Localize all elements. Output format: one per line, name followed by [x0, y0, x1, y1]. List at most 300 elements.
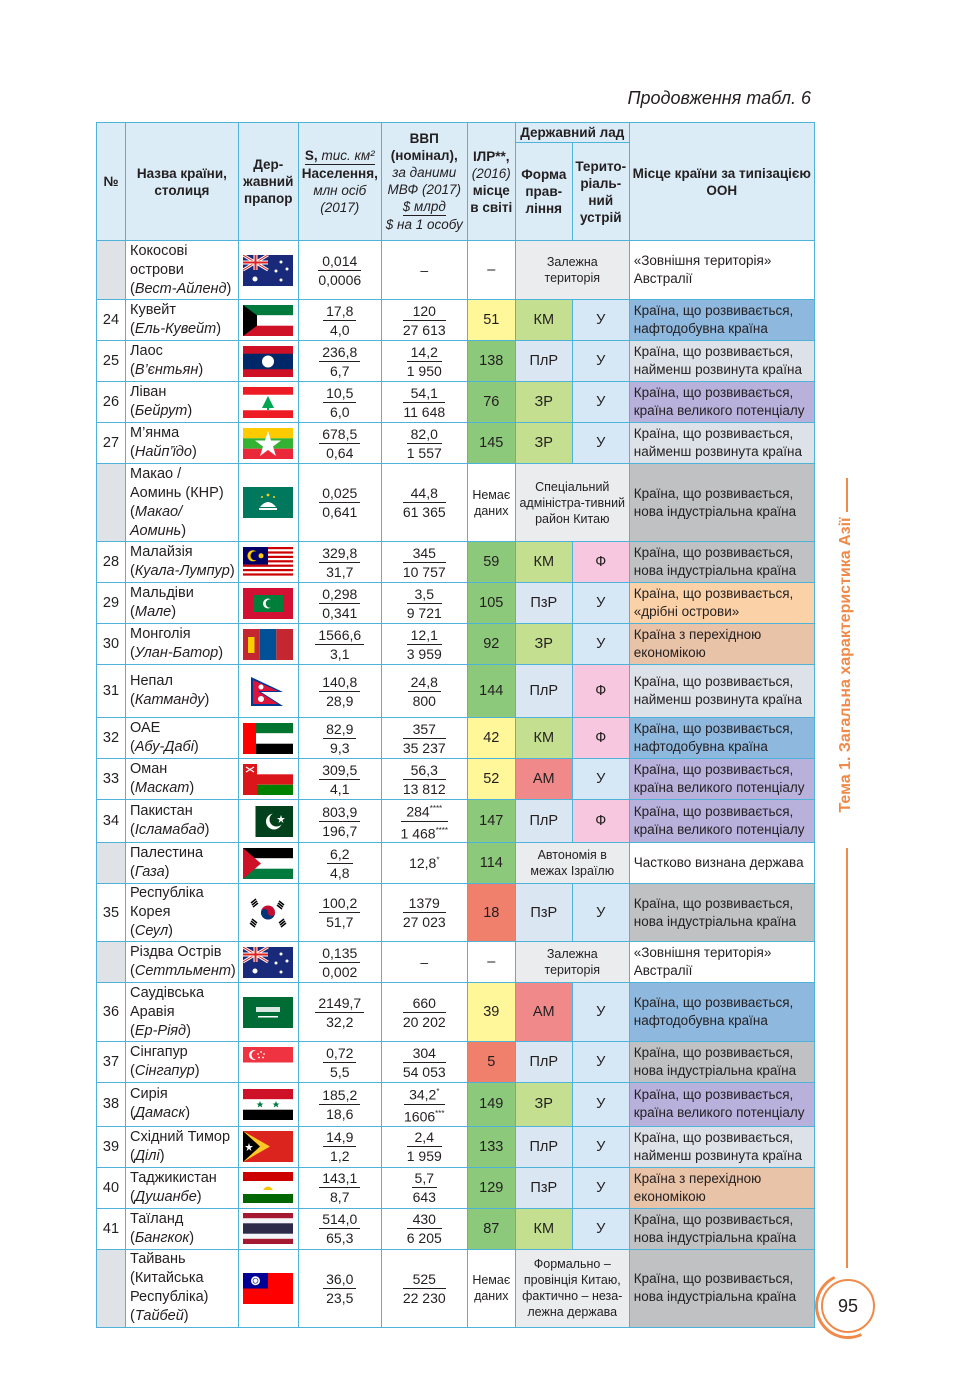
- table-row: [97, 624, 815, 665]
- country-capital: Дамаск: [134, 1105, 186, 1122]
- header-place: Місце країни за типізацією ООН: [629, 123, 814, 241]
- gdp-value: 357: [403, 720, 446, 739]
- cell-un-type: Країна, що розвивається, нова індустріальна країна: [629, 884, 814, 942]
- area-value: 6,2: [327, 845, 352, 864]
- cell-territorial-structure: У: [572, 1042, 629, 1083]
- header-gdp-source: за даними МВФ (2017): [387, 165, 461, 197]
- cell-area-population: [298, 718, 381, 759]
- cell-flag: [238, 300, 298, 341]
- header-pop-year: (2017): [320, 200, 360, 215]
- cell-number: 28: [97, 542, 126, 583]
- cell-area-population: [298, 1249, 381, 1327]
- cell-territorial-structure: У: [572, 1167, 629, 1208]
- area-value: 0,014: [318, 252, 361, 271]
- cell-number: 37: [97, 1042, 126, 1083]
- gdp-value: 304: [403, 1044, 446, 1063]
- country-capital: Вест-Айленд: [134, 280, 227, 297]
- cell-territorial-structure: У: [572, 1083, 629, 1126]
- cell-flag: [238, 800, 298, 843]
- flag-kuwait-icon: [243, 305, 293, 336]
- cell-number: 33: [97, 759, 126, 800]
- cell-flag: [238, 1042, 298, 1083]
- cell-government-form: ЗР: [515, 624, 572, 665]
- population-value: 4,1: [330, 780, 350, 797]
- cell-country: Республіка Корея (Сеул): [126, 884, 239, 942]
- cell-un-type: Країна, що розвивається, нова індустріальна країна: [629, 464, 814, 542]
- country-capital: Ділі: [134, 1147, 160, 1164]
- cell-un-type: Країна з перехідною економікою: [629, 1167, 814, 1208]
- gdp-value: 525: [403, 1270, 446, 1289]
- table-row: [97, 341, 815, 382]
- cell-area-population: [298, 464, 381, 542]
- cell-un-type: Частково визнана держава: [629, 843, 814, 884]
- cell-territorial-structure: У: [572, 341, 629, 382]
- cell-country: М’янма (Найп’їдо): [126, 423, 239, 464]
- gdp-per-capita-value: 1 950: [406, 362, 442, 379]
- population-value: 6,0: [330, 403, 350, 420]
- country-name: Малайзія: [130, 544, 193, 560]
- cell-hdi: –: [467, 942, 515, 983]
- cell-gdp: [381, 382, 467, 423]
- cell-un-type: Країна, що розвивається, нова індустріальна країна: [629, 1208, 814, 1249]
- cell-flag: [238, 942, 298, 983]
- cell-number: 38: [97, 1083, 126, 1126]
- cell-flag: [238, 542, 298, 583]
- table-row: [97, 423, 815, 464]
- population-value: 5,5: [330, 1063, 350, 1080]
- country-name: Ліван: [130, 384, 167, 400]
- cell-hdi: 138: [467, 341, 515, 382]
- area-value: 329,8: [319, 544, 360, 563]
- population-value: 0,341: [322, 604, 358, 621]
- cell-un-type: Країна, що розвивається, найменш розвинута країна: [629, 423, 814, 464]
- cell-number: [97, 464, 126, 542]
- cell-government-form: ЗР: [515, 382, 572, 423]
- flag-taiwan-icon: [243, 1273, 293, 1304]
- gdp-value: 660: [403, 994, 446, 1013]
- country-name: Непал: [130, 673, 173, 689]
- area-value: 236,8: [319, 343, 360, 362]
- population-value: 1,2: [330, 1148, 350, 1165]
- cell-number: 32: [97, 718, 126, 759]
- cell-un-type: Країна, що розвивається, країна великого потенціалу: [629, 1083, 814, 1126]
- gdp-per-capita-value: 1 959: [406, 1148, 442, 1165]
- cell-hdi: 145: [467, 423, 515, 464]
- cell-territorial-structure: У: [572, 423, 629, 464]
- cell-government-form: АМ: [515, 983, 572, 1042]
- cell-government-form: КМ: [515, 1208, 572, 1249]
- cell-country: Лаос (В’єнтьян): [126, 341, 239, 382]
- country-capital: Сеул: [134, 923, 169, 940]
- table-row: [97, 983, 815, 1042]
- flag-australia-icon: [243, 255, 293, 286]
- gdp-per-capita-value: 54 053: [402, 1063, 446, 1080]
- cell-flag: [238, 583, 298, 624]
- flag-australia-icon: [243, 947, 293, 978]
- area-value: 0,025: [319, 484, 360, 503]
- cell-flag: [238, 382, 298, 423]
- country-name: Таджикистан: [130, 1169, 217, 1186]
- gdp-value: 12,8*: [409, 855, 440, 872]
- cell-state-status: Автономія в межах Ізраїлю: [515, 843, 629, 884]
- cell-territorial-structure: У: [572, 983, 629, 1042]
- header-area-unit: тис. км²: [321, 148, 375, 163]
- population-value: 51,7: [326, 914, 354, 931]
- cell-flag: [238, 1167, 298, 1208]
- flag-thailand-icon: [243, 1213, 293, 1244]
- country-name: Кокосові острови: [130, 242, 188, 278]
- cell-hdi: 147: [467, 800, 515, 843]
- cell-un-type: «Зовнішня територія» Австралії: [629, 942, 814, 983]
- cell-gdp: [381, 1042, 467, 1083]
- gdp-value: –: [420, 954, 429, 971]
- cell-hdi: 149: [467, 1083, 515, 1126]
- cell-hdi: 42: [467, 718, 515, 759]
- country-capital: Мале: [134, 604, 172, 620]
- cell-state-status: Залежна територія: [515, 241, 629, 300]
- cell-gdp: [381, 341, 467, 382]
- side-chapter-title: [826, 517, 866, 813]
- cell-government-form: КМ: [515, 542, 572, 583]
- cell-un-type: «Зовнішня територія» Австралії: [629, 241, 814, 300]
- page-number: 95: [821, 1279, 875, 1333]
- cell-gdp: [381, 718, 467, 759]
- table-row: [97, 942, 815, 983]
- header-hdi-year: (2016): [471, 165, 511, 181]
- country-name: Макао / Аоминь (КНР): [130, 465, 224, 501]
- cell-number: [97, 1249, 126, 1327]
- country-capital: Макао/ Аоминь: [130, 503, 183, 539]
- population-value: 18,6: [326, 1105, 354, 1122]
- cell-area-population: [298, 1208, 381, 1249]
- cell-government-form: ПзР: [515, 884, 572, 942]
- area-value: 0,72: [323, 1044, 356, 1063]
- gdp-per-capita-value: 35 237: [402, 739, 446, 756]
- country-name: ОАЕ: [130, 720, 161, 736]
- country-name: Таїланд: [130, 1210, 184, 1227]
- gdp-value: 56,3: [403, 761, 446, 780]
- table-row: [97, 1208, 815, 1249]
- country-name: Мальдіви: [130, 585, 194, 601]
- cell-country: Оман (Маскат): [126, 759, 239, 800]
- flag-pakistan-icon: [243, 806, 293, 837]
- area-value: 1566,6: [315, 626, 364, 645]
- country-capital: Найп’їдо: [134, 444, 192, 460]
- population-value: 0,002: [322, 963, 358, 980]
- cell-number: 24: [97, 300, 126, 341]
- cell-government-form: ПлР: [515, 341, 572, 382]
- cell-country: Ліван (Бейрут): [126, 382, 239, 423]
- country-capital: Сеттльмент: [134, 963, 231, 980]
- cell-gdp: [381, 1126, 467, 1167]
- cell-area-population: [298, 942, 381, 983]
- cell-territorial-structure: У: [572, 1126, 629, 1167]
- cell-hdi: 144: [467, 665, 515, 718]
- cell-area-population: [298, 241, 381, 300]
- flag-uae-icon: [243, 723, 293, 754]
- cell-flag: [238, 843, 298, 884]
- cell-hdi: 76: [467, 382, 515, 423]
- cell-gdp: [381, 241, 467, 300]
- cell-territorial-structure: Ф: [572, 665, 629, 718]
- gdp-value: 1379: [403, 894, 446, 913]
- country-name: Східний Тимор: [130, 1128, 231, 1145]
- cell-state-status: Залежна територія: [515, 942, 629, 983]
- country-name: Кувейт: [130, 302, 177, 318]
- population-value: 8,7: [330, 1189, 350, 1206]
- country-capital: Газа: [134, 864, 165, 881]
- cell-territorial-structure: У: [572, 300, 629, 341]
- cell-territorial-structure: У: [572, 382, 629, 423]
- cell-country: Таджикистан (Душанбе): [126, 1167, 239, 1208]
- area-value: 14,9: [323, 1128, 356, 1147]
- cell-un-type: Країна, що розвивається, найменш розвинута країна: [629, 341, 814, 382]
- cell-country: Монголія (Улан-Батор): [126, 624, 239, 665]
- table-row: [97, 1249, 815, 1327]
- gdp-value: –: [420, 262, 429, 278]
- gdp-per-capita-value: 61 365: [402, 504, 446, 520]
- header-hdi-title: ІЛР**,: [473, 148, 510, 164]
- cell-gdp: [381, 1083, 467, 1126]
- cell-un-type: Країна, що розвивається, найменш розвинута країна: [629, 1126, 814, 1167]
- cell-area-population: [298, 341, 381, 382]
- table-row: [97, 718, 815, 759]
- cell-gdp: [381, 800, 467, 843]
- population-value: 4,8: [330, 864, 350, 881]
- country-capital: Ер-Ріяд: [134, 1022, 187, 1039]
- cell-gdp: [381, 843, 467, 884]
- gdp-value: 54,1: [403, 384, 445, 403]
- gdp-value: 345: [403, 544, 446, 563]
- cell-hdi: Немає даних: [467, 464, 515, 542]
- cell-flag: [238, 665, 298, 718]
- cell-hdi: 5: [467, 1042, 515, 1083]
- cell-gdp: [381, 583, 467, 624]
- cell-area-population: [298, 583, 381, 624]
- flag-laos-icon: [243, 346, 293, 377]
- cell-flag: [238, 624, 298, 665]
- cell-flag: [238, 341, 298, 382]
- cell-hdi: 92: [467, 624, 515, 665]
- cell-un-type: Країна, що розвивається, країна великого потенціалу: [629, 759, 814, 800]
- cell-territorial-structure: У: [572, 624, 629, 665]
- cell-un-type: Країна з перехідною економікою: [629, 624, 814, 665]
- gdp-per-capita-value: 9 721: [406, 604, 442, 621]
- gdp-per-capita-value: 800: [412, 692, 436, 709]
- area-value: 803,9: [319, 803, 360, 822]
- header-num: №: [97, 123, 126, 241]
- flag-syria-icon: [243, 1089, 293, 1120]
- gdp-value: 44,8: [403, 484, 446, 503]
- cell-country: Кокосові острови (Вест-Айленд): [126, 241, 239, 300]
- side-decor-line-bottom: [846, 848, 848, 1268]
- cell-flag: [238, 1208, 298, 1249]
- area-value: 82,9: [323, 720, 356, 739]
- cell-gdp: [381, 665, 467, 718]
- population-value: 0,0006: [318, 271, 362, 288]
- cell-flag: [238, 464, 298, 542]
- population-value: 4,0: [330, 321, 350, 338]
- cell-un-type: Країна, що розвивається, країна великого потенціалу: [629, 382, 814, 423]
- cell-area-population: [298, 884, 381, 942]
- population-value: 196,7: [322, 822, 358, 839]
- header-gdp-title: ВВП (номінал),: [390, 131, 458, 163]
- table-row: [97, 843, 815, 884]
- cell-area-population: [298, 843, 381, 884]
- cell-un-type: Країна, що розвивається, країна великого потенціалу: [629, 800, 814, 843]
- cell-government-form: ЗР: [515, 1083, 572, 1126]
- countries-table: [96, 122, 815, 1328]
- cell-hdi: 105: [467, 583, 515, 624]
- cell-area-population: [298, 1042, 381, 1083]
- gdp-value: 14,2: [407, 343, 442, 362]
- cell-gdp: [381, 1208, 467, 1249]
- header-state: Державний лад: [515, 123, 629, 143]
- header-flag: Дер-жавний прапор: [238, 123, 298, 241]
- cell-hdi: Немає даних: [467, 1249, 515, 1327]
- country-capital: Сінгапур: [134, 1063, 195, 1080]
- country-capital: В’єнтьян: [134, 362, 199, 378]
- cell-gdp: [381, 542, 467, 583]
- cell-hdi: 133: [467, 1126, 515, 1167]
- cell-flag: [238, 983, 298, 1042]
- cell-area-population: [298, 983, 381, 1042]
- flag-macao-icon: [243, 487, 293, 518]
- cell-number: [97, 942, 126, 983]
- population-value: 9,3: [330, 739, 350, 756]
- cell-hdi: 129: [467, 1167, 515, 1208]
- country-name: Лаос: [130, 343, 163, 359]
- cell-number: 31: [97, 665, 126, 718]
- cell-government-form: ПзР: [515, 1167, 572, 1208]
- country-name: Тайвань (Китайська Республіка): [130, 1251, 209, 1306]
- cell-country: Малайзія (Куала-Лумпур): [126, 542, 239, 583]
- area-value: 2149,7: [315, 994, 364, 1013]
- cell-number: 35: [97, 884, 126, 942]
- gdp-per-capita-value: 3 959: [406, 645, 442, 662]
- gdp-value: 34,2*: [404, 1083, 445, 1105]
- table-row: [97, 1042, 815, 1083]
- cell-flag: [238, 423, 298, 464]
- cell-hdi: 51: [467, 300, 515, 341]
- cell-area-population: [298, 759, 381, 800]
- gdp-value: 3,5: [407, 585, 442, 604]
- flag-saudi-icon: [243, 997, 293, 1028]
- country-capital: Абу-Дабі: [134, 739, 194, 755]
- flag-singapore-icon: [243, 1047, 293, 1078]
- country-name: Сінгапур: [130, 1044, 188, 1061]
- gdp-per-capita-value: 20 202: [402, 1013, 446, 1030]
- country-capital: Бейрут: [134, 403, 188, 419]
- area-value: 678,5: [319, 425, 360, 444]
- gdp-per-capita-value: 27 613: [402, 321, 446, 338]
- country-capital: Куала-Лумпур: [134, 563, 230, 579]
- gdp-per-capita-value: 10 757: [402, 563, 446, 580]
- cell-country: Таїланд (Бангкок): [126, 1208, 239, 1249]
- table-row: [97, 464, 815, 542]
- cell-country: Різдва Острів (Сеттльмент): [126, 942, 239, 983]
- header-gov: Форма прав-ління: [515, 143, 572, 241]
- cell-country: Саудівська Аравія (Ер-Ріяд): [126, 983, 239, 1042]
- flag-maldives-icon: [243, 588, 293, 619]
- cell-hdi: 114: [467, 843, 515, 884]
- area-value: 17,8: [323, 302, 356, 321]
- area-value: 36,0: [323, 1270, 356, 1289]
- table-row: [97, 759, 815, 800]
- cell-area-population: [298, 624, 381, 665]
- cell-area-population: [298, 1126, 381, 1167]
- cell-number: 27: [97, 423, 126, 464]
- cell-area-population: [298, 665, 381, 718]
- cell-government-form: ПлР: [515, 665, 572, 718]
- cell-number: 40: [97, 1167, 126, 1208]
- table-row: [97, 1083, 815, 1126]
- area-value: 143,1: [319, 1169, 360, 1188]
- gdp-per-capita-value: 643: [412, 1189, 436, 1206]
- gdp-per-capita-value: 22 230: [402, 1289, 446, 1306]
- cell-gdp: [381, 624, 467, 665]
- flag-nepal-icon: [243, 676, 293, 707]
- cell-hdi: 39: [467, 983, 515, 1042]
- cell-un-type: Країна, що розвивається, нафтодобувна країна: [629, 983, 814, 1042]
- cell-number: 29: [97, 583, 126, 624]
- country-capital: Тайбей: [134, 1308, 184, 1325]
- cell-flag: [238, 759, 298, 800]
- cell-flag: [238, 1249, 298, 1327]
- population-value: 23,5: [326, 1289, 354, 1306]
- population-value: 65,3: [326, 1230, 354, 1247]
- cell-gdp: [381, 423, 467, 464]
- table-row: [97, 542, 815, 583]
- cell-area-population: [298, 423, 381, 464]
- cell-gdp: [381, 942, 467, 983]
- cell-country: Палестина (Газа): [126, 843, 239, 884]
- country-name: Республіка Корея: [130, 885, 204, 921]
- gdp-value: 2,4: [407, 1128, 442, 1147]
- country-capital: Катманду: [134, 692, 205, 708]
- gdp-value: 24,8: [408, 673, 441, 692]
- cell-number: 41: [97, 1208, 126, 1249]
- cell-country: ОАЕ (Абу-Дабі): [126, 718, 239, 759]
- table-row: [97, 884, 815, 942]
- cell-un-type: Країна, що розвивається, нова індустріальна країна: [629, 1042, 814, 1083]
- cell-un-type: Країна, що розвивається, нова індустріальна країна: [629, 542, 814, 583]
- gdp-per-capita-value: 6 205: [406, 1230, 442, 1247]
- gdp-per-capita-value: 1606***: [404, 1108, 445, 1125]
- header-pop-unit: млн осіб: [313, 183, 367, 198]
- population-value: 31,7: [326, 563, 354, 580]
- area-value: 10,5: [323, 384, 356, 403]
- table-row: [97, 241, 815, 300]
- cell-country: Сирія (Дамаск): [126, 1083, 239, 1126]
- gdp-per-capita-value: 11 648: [403, 403, 446, 420]
- cell-number: 34: [97, 800, 126, 843]
- cell-government-form: ЗР: [515, 423, 572, 464]
- cell-state-status: Спеціальний адміністра-тивний район Китаю: [515, 464, 629, 542]
- table-row: [97, 800, 815, 843]
- flag-tajikistan-icon: [243, 1172, 293, 1203]
- cell-flag: [238, 884, 298, 942]
- gdp-per-capita-value: 13 812: [402, 780, 446, 797]
- country-name: Пакистан: [130, 803, 193, 820]
- header-struct: Терито-ріаль-ний устрій: [572, 143, 629, 241]
- gdp-value: 284****: [401, 800, 449, 822]
- gdp-value: 430: [407, 1210, 442, 1229]
- cell-gdp: [381, 759, 467, 800]
- cell-territorial-structure: У: [572, 1208, 629, 1249]
- side-chapter-title-text: Тема 1. Загальна характеристика Азії: [837, 517, 854, 813]
- gdp-per-capita-value: 1 557: [406, 444, 442, 461]
